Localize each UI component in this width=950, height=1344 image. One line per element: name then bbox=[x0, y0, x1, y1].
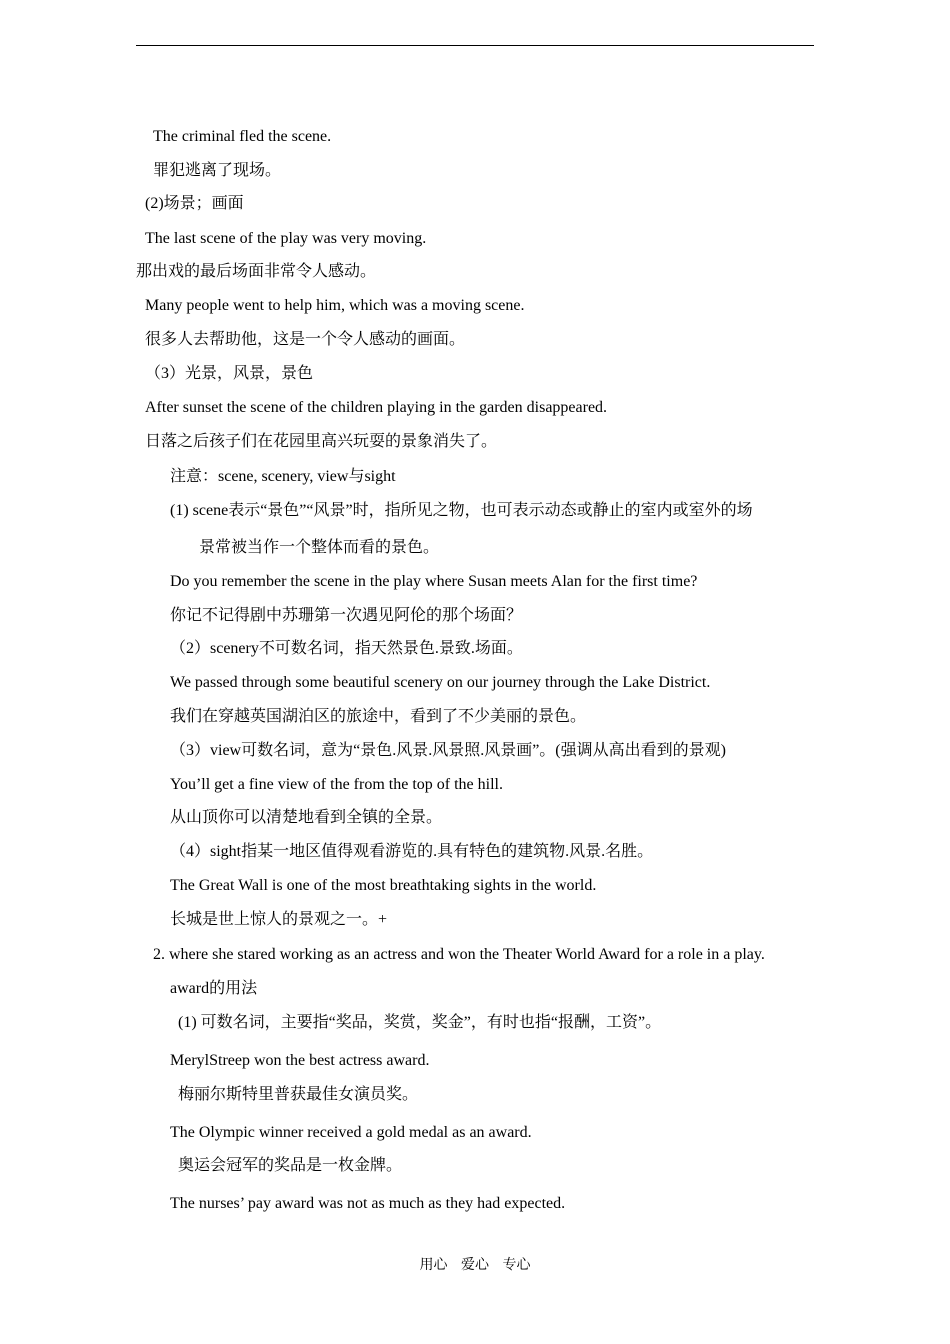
text-line: Many people went to help him, which was a moving scene. bbox=[145, 297, 525, 314]
text-line: （4）sight指某一地区值得观看游览的.具有特色的建筑物.风景.名胜。 bbox=[170, 843, 654, 860]
text-line: 那出戏的最后场面非常令人感动。 bbox=[136, 263, 377, 280]
text-line: 很多人去帮助他，这是一个令人感动的画面。 bbox=[145, 331, 466, 348]
text-line: The nurses’ pay award was not as much as they had expected. bbox=[170, 1195, 566, 1212]
text-line: 奥运会冠军的奖品是一枚金牌。 bbox=[178, 1157, 403, 1174]
text-line: The Olympic winner received a gold medal as an award. bbox=[170, 1124, 532, 1141]
text-line: 从山顶你可以清楚地看到全镇的全景。 bbox=[170, 809, 443, 826]
text-line: 日落之后孩子们在花园里高兴玩耍的景象消失了。 bbox=[145, 433, 498, 450]
page-footer: 用心 爱心 专心 bbox=[419, 1258, 531, 1273]
text-line: 我们在穿越英国湖泊区的旅途中，看到了不少美丽的景色。 bbox=[170, 708, 587, 725]
header-rule bbox=[136, 45, 814, 46]
text-line: Do you remember the scene in the play where Susan meets Alan for the first time? bbox=[170, 573, 698, 590]
text-line: The criminal fled the scene. bbox=[153, 128, 332, 145]
text-line: （3）view可数名词，意为“景色.风景.风景照.风景画”。(强调从高出看到的景观) bbox=[170, 742, 726, 759]
text-line: MerylStreep won the best actress award. bbox=[170, 1052, 430, 1069]
text-line: 罪犯逃离了现场。 bbox=[153, 162, 282, 179]
text-line: （3）光景，风景，景色 bbox=[145, 365, 314, 382]
text-line: The Great Wall is one of the most breathtaking sights in the world. bbox=[170, 877, 597, 894]
text-line: 注意：scene, scenery, view与sight bbox=[170, 468, 396, 485]
text-line: 景常被当作一个整体而看的景色。 bbox=[199, 539, 440, 556]
text-line: (1) 可数名词，主要指“奖品，奖赏，奖金”，有时也指“报酬，工资”。 bbox=[178, 1014, 662, 1031]
text-line: After sunset the scene of the children playing in the garden disappeared. bbox=[145, 399, 608, 416]
text-line: award的用法 bbox=[170, 980, 258, 997]
text-line: (2)场景；画面 bbox=[145, 195, 244, 212]
text-line: You’ll get a fine view of the from the top of the hill. bbox=[170, 776, 503, 793]
text-line: 2. where she stared working as an actress and won the Theater World Award for a role in a play. bbox=[153, 946, 765, 963]
text-line: (1) scene表示“景色”“风景”时，指所见之物，也可表示动态或静止的室内或室外的场 bbox=[170, 502, 753, 519]
text-line: The last scene of the play was very moving. bbox=[145, 230, 427, 247]
text-line: 长城是世上惊人的景观之一。+ bbox=[170, 911, 388, 928]
text-line: We passed through some beautiful scenery on our journey through the Lake District. bbox=[170, 674, 711, 691]
text-line: 梅丽尔斯特里普获最佳女演员奖。 bbox=[178, 1086, 419, 1103]
text-line: （2）scenery不可数名词，指天然景色.景致.场面。 bbox=[170, 640, 523, 657]
text-line: 你记不记得剧中苏珊第一次遇见阿伦的那个场面？ bbox=[170, 607, 523, 624]
